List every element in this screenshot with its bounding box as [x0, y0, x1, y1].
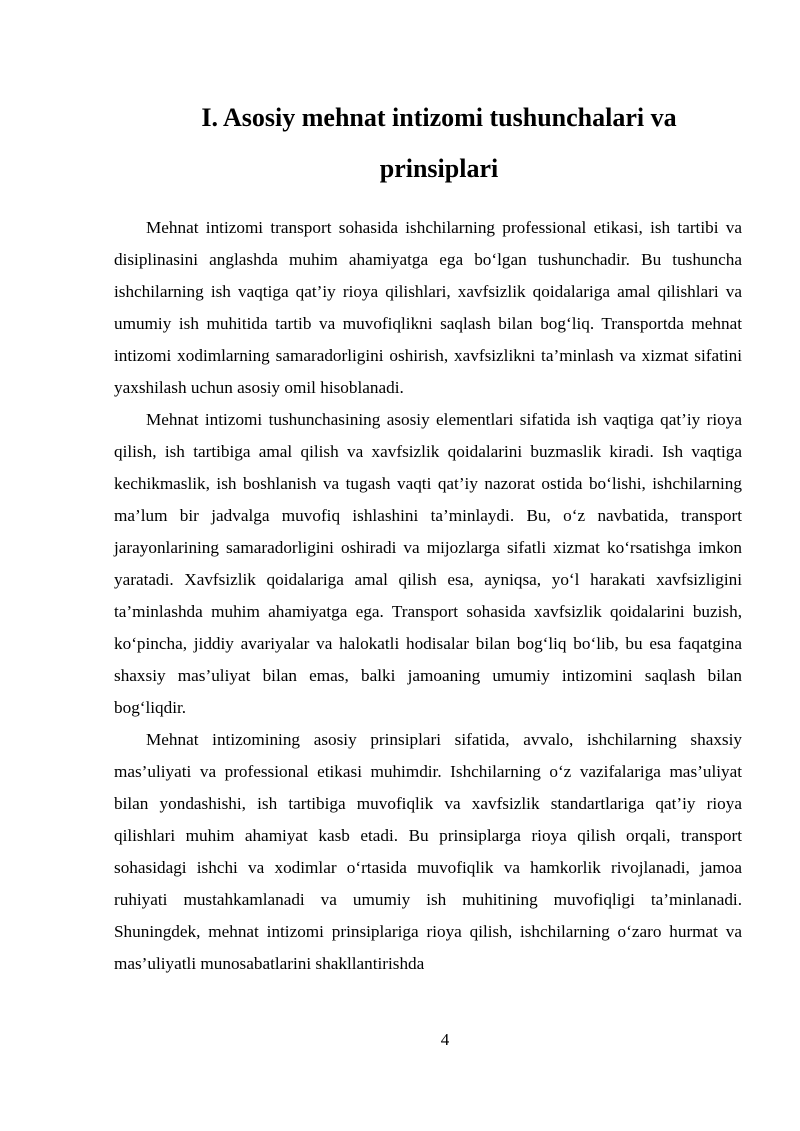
- paragraph-1: Mehnat intizomi transport sohasida ishchilarning professional etikasi, ish tartibi va disiplinasini anglashda muhim ahamiyatga ega bo‘lgan tushunchadir. Bu tushuncha ishchilarning ish vaqtiga qat’iy rioya qilishlari, xavfsizlik qoidalariga amal qilishlari va umumiy ish muhitida tartib va muvofiqlikni saqlash bilan bog‘liq. Transportda mehnat intizomi xodimlarning samaradorligini oshirish, xavfsizlikni ta’minlash va xizmat sifatini yaxshilash uchun asosiy omil hisoblanadi.: [114, 218, 742, 397]
- body-text: [114, 212, 742, 980]
- paragraph-3: Mehnat intizomining asosiy prinsiplari sifatida, avvalo, ishchilarning shaxsiy mas’uliyati va professional etikasi muhimdir. Ishchilarning o‘z vazifalariga mas’uliyat bilan yondashishi, ish tartibiga muvofiqlik va xavfsizlik standartlariga qat’iy rioya qilishlari muhim ahamiyat kasb etadi. Bu prinsiplarga rioya qilish orqali, transport sohasidagi ishchi va xodimlar o‘rtasida muvofiqlik va hamkorlik rivojlanadi, jamoa ruhiyati mustahkamlanadi va umumiy ish muhitining muvofiqligi ta’minlanadi. Shuningdek, mehnat intizomi prinsiplariga rioya qilish, ishchilarning o‘zaro hurmat va mas’uliyatli munosabatlarini shakllantirishda: [114, 730, 742, 973]
- section-heading: [100, 92, 778, 194]
- paragraph-2: Mehnat intizomi tushunchasining asosiy elementlari sifatida ish vaqtiga qat’iy rioya qilish, ish tartibiga amal qilish va xavfsizlik qoidalarini buzmaslik kiradi. Ish vaqtiga kechikmaslik, ish boshlanish va tugash vaqti qat’iy nazorat ostida bo‘lishi, ishchilarning ma’lum bir jadvalga muvofiq ishlashini ta’minlaydi. Bu, o‘z navbatida, transport jarayonlarining samaradorligini oshiradi va mijozlarga sifatli xizmat ko‘rsatishga imkon yaratadi. Xavfsizlik qoidalariga amal qilish esa, ayniqsa, yo‘l harakati xavfsizligini ta’minlashda muhim ahamiyatga ega. Transport sohasida xavfsizlik qoidalarini buzish, ko‘pincha, jiddiy avariyalar va halokatli hodisalar bilan bog‘liq bo‘lib, bu esa faqatgina shaxsiy mas’uliyat bilan emas, balki jamoaning umumiy intizomini saqlash bilan bog‘liqdir.: [114, 410, 742, 717]
- page-number: 4: [440, 1030, 450, 1049]
- section-heading-line-1: I. Asosiy mehnat intizomi tushunchalari va: [201, 103, 677, 132]
- section-heading-line-2: prinsiplari: [379, 154, 499, 183]
